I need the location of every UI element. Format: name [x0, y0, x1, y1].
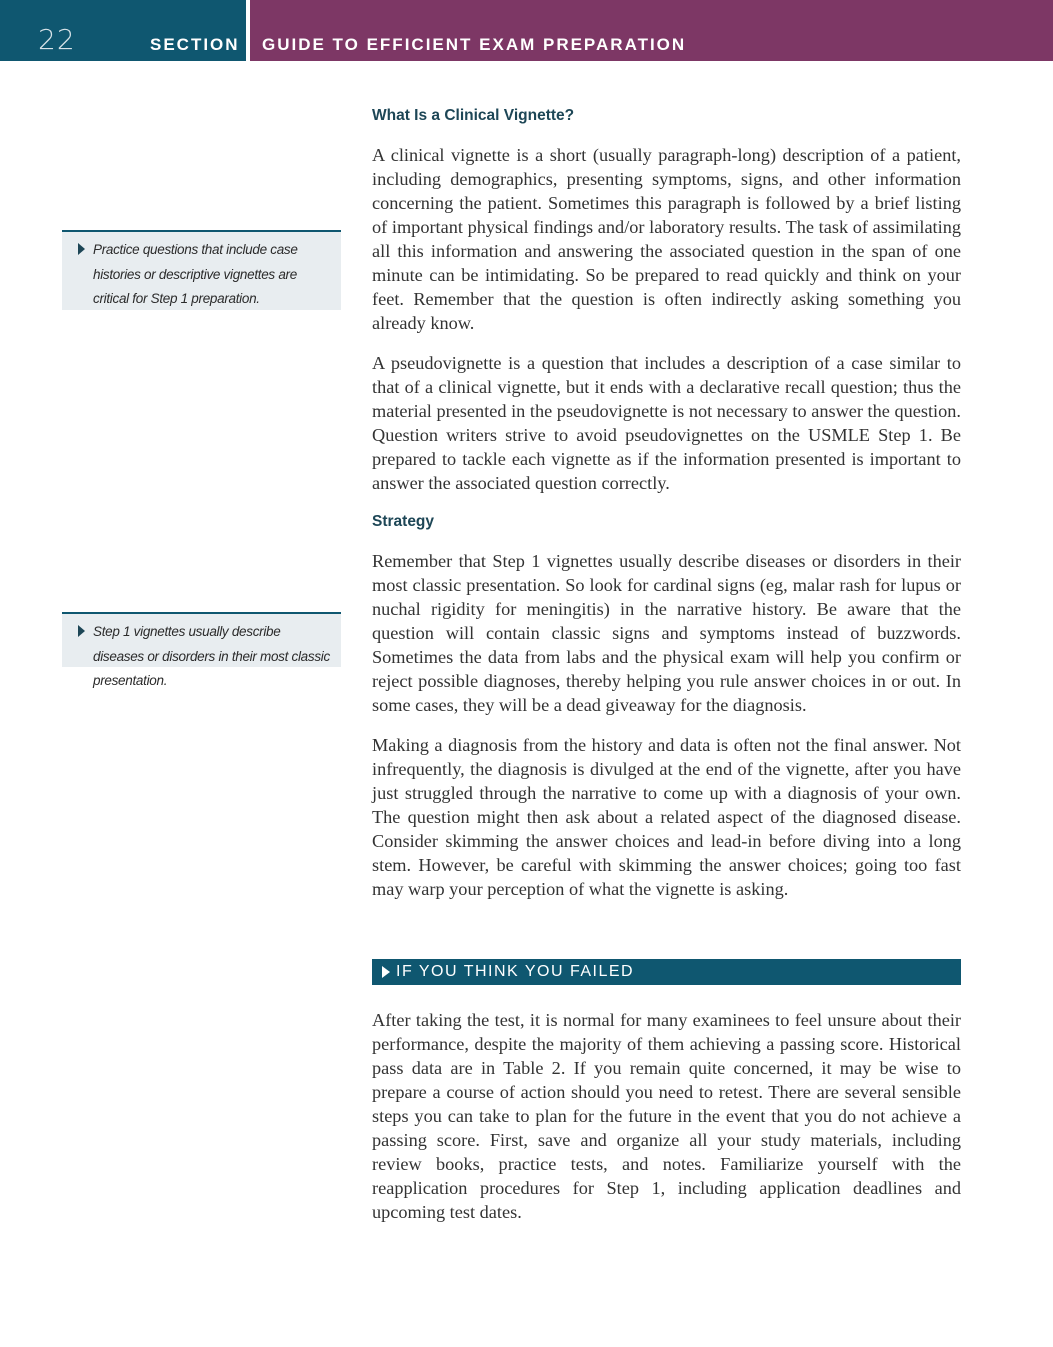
- sidenote-practice-questions: [62, 230, 341, 310]
- section-banner-failed: [372, 959, 961, 985]
- chapter-title: GUIDE TO EFFICIENT EXAM PREPARATION: [262, 35, 687, 54]
- banner-label: IF YOU THINK YOU FAILED: [396, 963, 635, 980]
- paragraph: Remember that Step 1 vignettes usually describe diseases or disorders in their most classic presentation. So look for cardinal signs (eg, malar rash for lupus or nuchal rigidity for meningitis) in the narrative history. Be aware that the question will contain classic signs and symptoms instead of buzzwords. Sometimes the data from labs and the physical exam will help you confirm or reject possible diagnoses, thereby helping you rule answer choices in or out. In some cases, they will be a dead giveaway for the diagnosis.: [372, 551, 961, 715]
- triangle-bullet-icon: [78, 625, 85, 637]
- paragraph: A pseudovignette is a question that includes a description of a case similar to that of a clinical vignette, but it ends with a declarative recall question; thus the material presented in the pseudovignette is not necessary to answer the question. Question writers strive to avoid pseudovignettes on the USMLE Step 1. Be prepared to tackle each vignette as if the information presented is important to answer the associated question correctly.: [372, 353, 961, 493]
- sidenote-text: Practice questions that include case histories or descriptive vignettes are critical for Step 1 preparation.: [93, 242, 298, 306]
- triangle-bullet-icon: [382, 966, 390, 978]
- paragraph: A clinical vignette is a short (usually paragraph-long) description of a patient, including demographics, presenting symptoms, signs, and other information concerning the patient. Sometimes this paragraph is followed by a brief listing of important physical findings and/or laboratory results. The task of assimilating all this information and answering the associated question in the span of one minute can be intimidating. So be prepared to read quickly and think on your feet. Remember that the question is often indirectly asking something you already know.: [372, 145, 961, 333]
- paragraph: After taking the test, it is normal for many examinees to feel unsure about their performance, despite the majority of them achieving a passing score. Historical pass data are in Table 2. If you remain quite concerned, it may be wise to prepare a course of action should you need to retest. There are several sensible steps you can take to plan for the future in the event that you do not achieve a passing score. First, save and organize all your study materials, including review books, practice tests, and notes. Familiarize yourself with the reapplication procedures for Step 1, including application deadlines and upcoming test dates.: [372, 1010, 961, 1222]
- sidenote-text: Step 1 vignettes usually describe diseases or disorders in their most classic presentation.: [93, 624, 330, 688]
- paragraph: Making a diagnosis from the history and data is often not the final answer. Not infrequently, the diagnosis is divulged at the end of the vignette, after you have just struggled through the narrative to come up with a diagnosis of your own. The question might then ask about a related aspect of the diagnosed disease. Consider skimming the answer choices and lead-in before diving into a long stem. However, be careful with skimming the answer choices; going too fast may warp your perception of what the vignette is asking.: [372, 735, 961, 899]
- sidenote-classic-presentation: [62, 612, 341, 688]
- triangle-bullet-icon: [78, 243, 85, 255]
- section-heading-clinical-vignette: What Is a Clinical Vignette?: [372, 107, 575, 124]
- section-heading-strategy: Strategy: [372, 513, 435, 530]
- page-number: 22: [38, 23, 76, 56]
- section-label: SECTION I: [150, 35, 254, 54]
